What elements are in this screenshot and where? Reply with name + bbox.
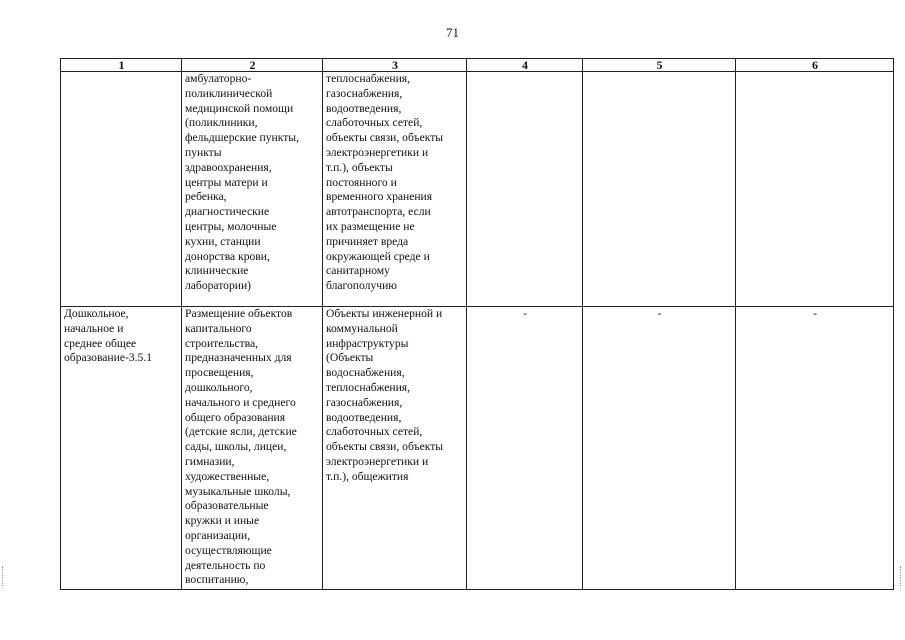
cell-col-5 (583, 72, 736, 307)
column-header-4: 4 (467, 59, 583, 72)
table-header-row (61, 59, 894, 72)
column-header-3: 3 (323, 59, 467, 72)
cell-land-use-name: Дошкольное, начальное и среднее общее образование-3.5.1 (61, 307, 182, 590)
cell-col-4 (467, 72, 583, 307)
cell-col-5: - (583, 307, 736, 590)
column-header-1: 1 (61, 59, 182, 72)
cell-col-6: - (736, 307, 894, 590)
column-header-6: 6 (736, 59, 894, 72)
page-number: 71 (446, 25, 459, 40)
cell-permitted-use-description: Размещение объектов капитального строительства, предназначенных для просвещения, дошкольного, начального и среднего общего образования (детские ясли, детские сады, школы, лицеи, гимназии, художественные, музыкальные школы, образовательные кружки и иные организации, осуществляющие деятельность по воспитанию, (182, 307, 323, 590)
cell-auxiliary-use: теплоснабжения, газоснабжения, водоотведения, слаботочных сетей, объекты связи, объекты электроэнергетики и т.п.), объекты постоянного и временного хранения автотранспорта, если их размещение не причиняет вреда окружающей среде и санитарному благополучию (323, 72, 467, 307)
cell-auxiliary-use: Объекты инженерной и коммунальной инфраструктуры (Объекты водоснабжения, теплоснабжения, газоснабжения, водоотведения, слаботочных сетей, объекты связи, объекты электроэнергетики и т.п.), общежития (323, 307, 467, 590)
scan-edge-mark-left (2, 566, 5, 586)
scan-edge-mark-right (900, 566, 903, 586)
table-row (61, 307, 894, 590)
cell-col-4: - (467, 307, 583, 590)
column-header-2: 2 (182, 59, 323, 72)
cell-land-use-name (61, 72, 182, 307)
cell-permitted-use-description: амбулаторно- поликлинической медицинской помощи (поликлиники, фельдшерские пункты, пункты здравоохранения, центры матери и ребенка, диагностические центры, молочные кухни, станции донорства крови, клинические лаборатории) (182, 72, 323, 307)
land-use-table (60, 58, 894, 590)
table-row (61, 72, 894, 307)
column-header-5: 5 (583, 59, 736, 72)
cell-col-6 (736, 72, 894, 307)
